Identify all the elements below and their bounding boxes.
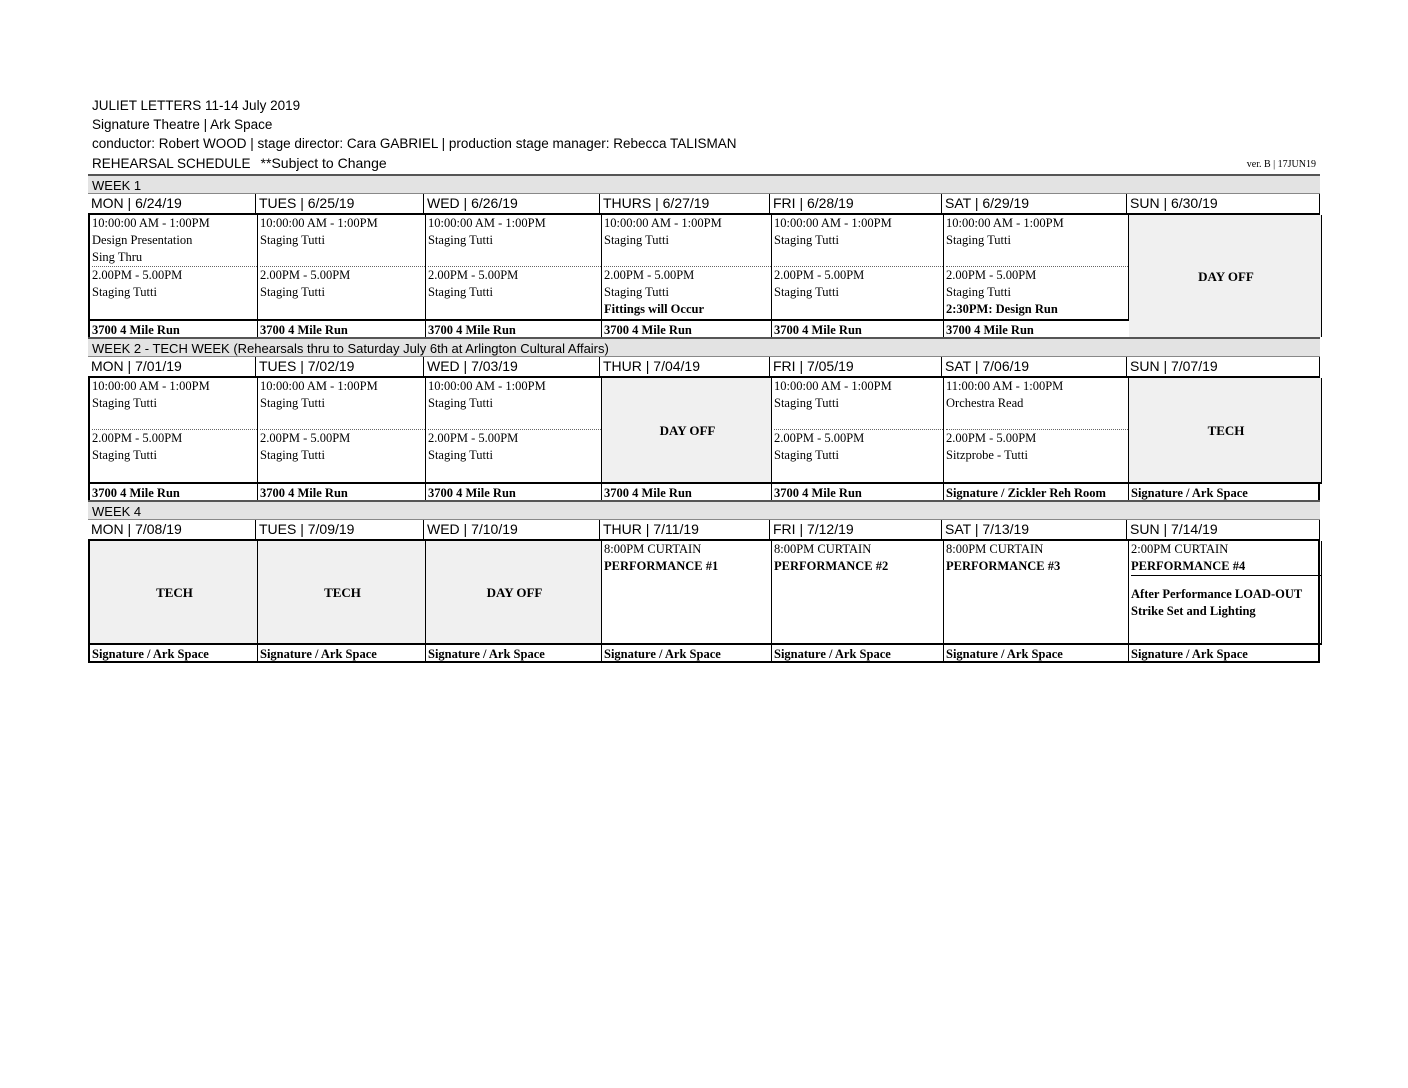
day-off-cell: DAY OFF	[602, 378, 772, 482]
day-header: SUN | 7/07/19	[1127, 357, 1320, 376]
location-cell: 3700 4 Mile Run	[944, 319, 1129, 337]
strike-note: Strike Set and Lighting	[1131, 604, 1256, 618]
location-cell: 3700 4 Mile Run	[772, 319, 944, 337]
week-2-band: WEEK 2 - TECH WEEK (Rehearsals thru to Saturday July 6th at Arlington Cultural Affairs)	[88, 337, 1320, 357]
venue-line: Signature Theatre | Ark Space	[92, 117, 273, 132]
performance-cell: 8:00PM CURTAIN PERFORMANCE #1	[602, 541, 772, 643]
schedule-table	[88, 174, 1320, 663]
day-header: THUR | 7/04/19	[600, 357, 770, 376]
location-cell: 3700 4 Mile Run	[90, 319, 258, 337]
location-cell: Signature / Ark Space	[602, 643, 772, 661]
day-off-cell: DAY OFF	[426, 541, 602, 643]
location-cell: 3700 4 Mile Run	[258, 319, 426, 337]
day-cell: 10:00:00 AM - 1:00PM Staging Tutti 2.00PM - 5.00PM Staging Tutti	[426, 378, 602, 482]
location-cell: Signature / Ark Space	[772, 643, 944, 661]
day-header: THURS | 6/27/19	[600, 194, 770, 213]
fittings-note: Fittings will Occur	[604, 302, 704, 316]
week-2-body	[88, 378, 1320, 500]
day-header: SUN | 7/14/19	[1127, 520, 1320, 539]
week-4-band: WEEK 4	[88, 500, 1320, 520]
week-1-band: WEEK 1	[88, 174, 1320, 194]
day-header: TUES | 7/09/19	[256, 520, 424, 539]
doc-title: JULIET LETTERS 11-14 July 2019	[92, 98, 301, 113]
day-cell: 10:00:00 AM - 1:00PM Staging Tutti 2.00PM - 5.00PM Staging Tutti	[772, 378, 944, 482]
day-cell: 10:00:00 AM - 1:00PM Staging Tutti 2.00PM - 5.00PM Staging Tutti 2:30PM: Design Run	[944, 215, 1129, 319]
day-header: TUES | 7/02/19	[256, 357, 424, 376]
day-header: FRI | 7/12/19	[770, 520, 942, 539]
day-header: SAT | 6/29/19	[942, 194, 1127, 213]
day-header: WED | 7/03/19	[424, 357, 600, 376]
location-cell: 3700 4 Mile Run	[258, 482, 426, 500]
day-cell: 10:00:00 AM - 1:00PM Staging Tutti 2.00PM - 5.00PM Staging Tutti	[426, 215, 602, 319]
day-cell: 10:00:00 AM - 1:00PM Staging Tutti 2.00PM - 5.00PM Staging Tutti	[258, 215, 426, 319]
tech-cell: TECH	[1129, 378, 1322, 482]
day-header: MON | 7/08/19	[88, 520, 256, 539]
tech-cell: TECH	[90, 541, 258, 643]
location-cell: 3700 4 Mile Run	[602, 319, 772, 337]
day-header: FRI | 7/05/19	[770, 357, 942, 376]
design-run-note: 2:30PM: Design Run	[946, 302, 1058, 316]
day-header: SUN | 6/30/19	[1127, 194, 1320, 213]
day-cell: 10:00:00 AM - 1:00PM Staging Tutti 2.00PM - 5.00PM Staging Tutti Fittings will Occur	[602, 215, 772, 319]
week-4-body	[88, 541, 1320, 663]
performance-cell: 2:00PM CURTAIN PERFORMANCE #4 After Performance LOAD-OUT Strike Set and Lighting	[1129, 541, 1322, 643]
location-cell: Signature / Ark Space	[944, 643, 1129, 661]
location-cell: Signature / Ark Space	[1129, 643, 1322, 661]
location-cell: Signature / Ark Space	[426, 643, 602, 661]
day-cell: 10:00:00 AM - 1:00PM Staging Tutti 2.00PM - 5.00PM Staging Tutti	[772, 215, 944, 319]
day-header: WED | 7/10/19	[424, 520, 600, 539]
version-label: ver. B | 17JUN19	[1246, 159, 1316, 170]
location-cell: 3700 4 Mile Run	[90, 482, 258, 500]
schedule-heading: REHEARSAL SCHEDULE **Subject to Change	[92, 155, 387, 171]
day-cell: 10:00:00 AM - 1:00PM Staging Tutti 2.00PM - 5.00PM Staging Tutti	[258, 378, 426, 482]
day-header: THUR | 7/11/19	[600, 520, 770, 539]
day-header: FRI | 6/28/19	[770, 194, 942, 213]
subject-to-change-note: **Subject to Change	[260, 155, 387, 171]
location-cell: 3700 4 Mile Run	[772, 482, 944, 500]
week-2-day-headers	[88, 357, 1320, 378]
day-header: SAT | 7/06/19	[942, 357, 1127, 376]
day-header: MON | 6/24/19	[88, 194, 256, 213]
week-1-body	[88, 215, 1320, 337]
day-off-cell: DAY OFF	[1129, 215, 1322, 337]
performance-cell: 8:00PM CURTAIN PERFORMANCE #3	[944, 541, 1129, 643]
location-cell: Signature / Ark Space	[90, 643, 258, 661]
location-cell: 3700 4 Mile Run	[426, 482, 602, 500]
day-header: WED | 6/26/19	[424, 194, 600, 213]
location-cell: Signature / Ark Space	[258, 643, 426, 661]
location-cell: Signature / Zickler Reh Room	[944, 482, 1129, 500]
day-cell: 11:00:00 AM - 1:00PM Orchestra Read 2.00PM - 5.00PM Sitzprobe - Tutti	[944, 378, 1129, 482]
performance-cell: 8:00PM CURTAIN PERFORMANCE #2	[772, 541, 944, 643]
load-out-note: After Performance LOAD-OUT	[1131, 587, 1303, 601]
day-header: TUES | 6/25/19	[256, 194, 424, 213]
day-header: MON | 7/01/19	[88, 357, 256, 376]
week-1-day-headers	[88, 194, 1320, 215]
tech-cell: TECH	[258, 541, 426, 643]
location-cell: Signature / Ark Space	[1129, 482, 1322, 500]
location-cell: 3700 4 Mile Run	[602, 482, 772, 500]
day-cell: 10:00:00 AM - 1:00PM Design Presentation Sing Thru 2.00PM - 5.00PM Staging Tutti	[90, 215, 258, 319]
credits-line: conductor: Robert WOOD | stage director: Cara GABRIEL | production stage manager: Rebecca TALISMAN	[92, 136, 737, 151]
day-header: SAT | 7/13/19	[942, 520, 1127, 539]
week-4-day-headers	[88, 520, 1320, 541]
day-cell: 10:00:00 AM - 1:00PM Staging Tutti 2.00PM - 5.00PM Staging Tutti	[90, 378, 258, 482]
location-cell: 3700 4 Mile Run	[426, 319, 602, 337]
